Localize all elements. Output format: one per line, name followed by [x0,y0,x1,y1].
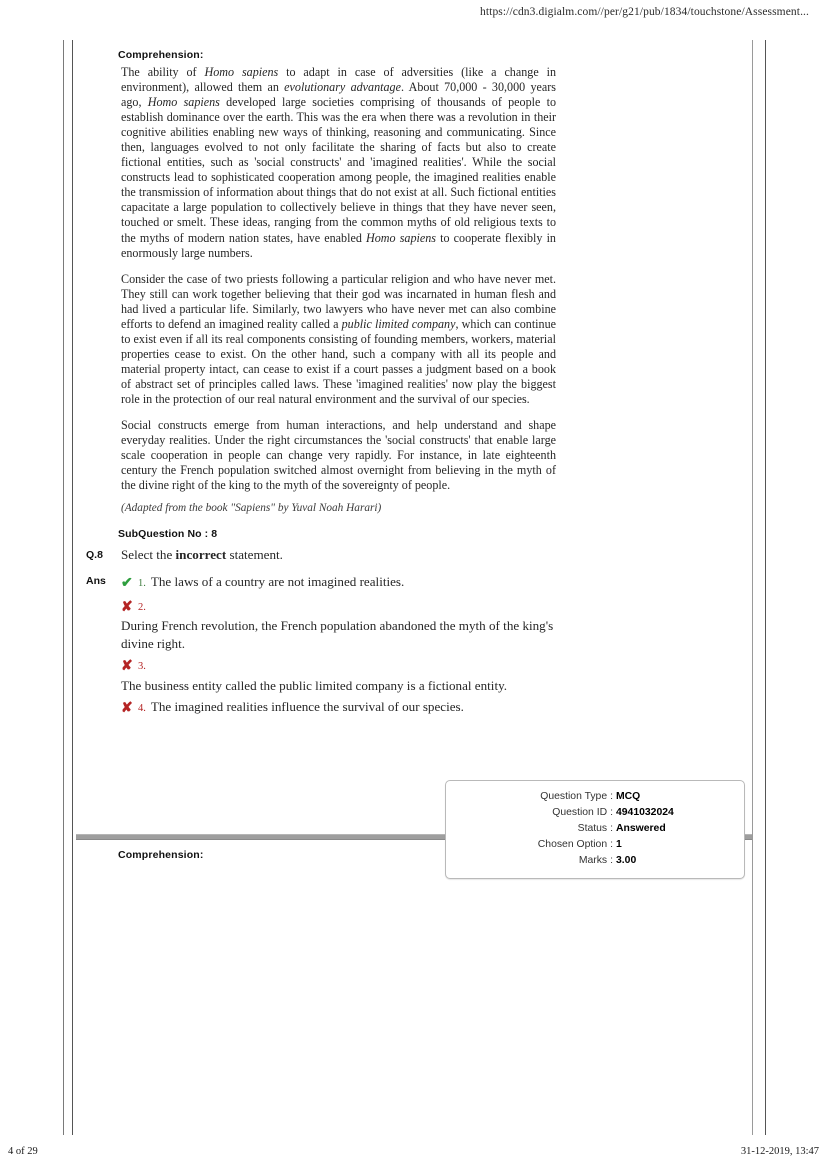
question-label: Q.8 [86,549,103,562]
print-timestamp: 31-12-2019, 13:47 [740,1145,819,1157]
option-2-text: During French revolution, the French population abandoned the myth of the king's divine right. [121,618,554,651]
source-url: https://cdn3.digialm.com//per/g21/pub/1834/touchstone/Assessment... [480,6,809,18]
question-row [76,547,752,567]
question-text [121,547,561,563]
meta-row-question-type [456,789,734,805]
option-4-number: 4. [138,703,146,715]
option-1-text: The laws of a country are not imagined realities. [150,574,405,590]
question-section-8 [76,40,752,866]
option-3-text: The business entity called the public limited company is a fictional entity. [121,677,508,693]
page-frame [63,40,767,1135]
empty-comprehension-area [76,865,752,1115]
option-2-number: 2. [138,601,146,613]
option-4[interactable] [76,698,752,718]
comprehension-label-2: Comprehension: [118,848,204,861]
option-3-number: 3. [138,661,146,673]
meta-key-marks: Marks [578,855,608,866]
option-4-text: The imagined realities influence the survival of our species. [150,699,464,715]
passage-paragraph-2: Consider the case of two priests following a particular religion and who have never met. They still can work together believing that their god was incarnated in human flesh and had lived a particular life. Similarly, two lawyers who have never met can also combine efforts to defend an imagined reality called a public limited company, which can continue to exist even if all its real components consisting of founding members, workers, material properties cease to exist. On the other hand, such a company with all its people and material property intact, can cease to exist if a court passes a judgment based on a book of abstract set of principles called laws. These 'imagined realities' now play the biggest role in the protection of our real natural environment and the survival of our species. [121,271,557,406]
meta-separator: : [610,791,613,802]
option-3-body [121,656,561,694]
meta-separator: : [610,807,613,818]
meta-separator: : [610,855,613,866]
option-1-number: 1. [138,578,146,590]
question-text-before: Select the [121,547,176,563]
option-4-body [121,698,561,718]
comprehension-label: Comprehension: [118,49,204,61]
frame-rule-outer-right [765,40,766,1135]
frame-rule-inner-right [752,40,753,1135]
meta-separator: : [610,823,613,834]
comprehension-passage [121,65,556,493]
passage-paragraph-1: The ability of Homo sapiens to adapt in case of adversities (like a change in environment), allowed them an evolutionary advantage. About 70,000 - 30,000 years ago, Homo sapiens developed large societies comprising of thousands of people to establish dominance over the earth. This was the era when there was a revolution in their cognitive abilities enabling new ways of thinking, reasoning and communicating. Since then, languages evolved to not only facilitate the sharing of facts but also to create fictional entities, such as 'social constructs' and 'imagined realities'. While the social constructs lead to sophisticated cooperation among people, the imagined realities enable the transmission of information about things that do not exist at all. Such fictional entities capacitate a large population to collectively believe in things that they have never seen, touched or smelt. These ideas, ranging from the common myths of old religious texts to the myths of modern nation states, have enabled Homo sapiens to cooperate flexibly in enormously large numbers. [121,65,557,260]
question-section-next [76,840,752,1115]
print-header [0,0,827,24]
passage-paragraph-3: Social constructs emerge from human interactions, and help understand and shape everyday realities. Under the right circumstances the 'social constructs' that enable large scale cooperation in people can change very rapidly. For instance, in late eighteenth century the French population switched almost overnight from believing in the myth of the divine right of the king to the myth of the sovereignty of people. [121,418,556,493]
option-3[interactable] [76,656,752,694]
cross-icon: ✘ [121,599,133,615]
meta-key-chosen-option: Chosen Option [537,839,608,850]
meta-key-question-id: Question ID [552,807,608,818]
passage-attribution: (Adapted from the book "Sapiens" by Yuval Noah Harari) [121,502,382,515]
frame-rule-inner-left [72,40,73,1135]
meta-value-chosen-option: 1 [616,839,622,850]
option-2-body [121,597,561,653]
content-column [76,40,752,1135]
meta-value-question-type: MCQ [616,791,641,802]
option-1-body [121,573,561,593]
meta-row-status [456,821,734,837]
check-icon: ✔ [121,576,133,592]
meta-key-question-type: Question Type [540,791,608,802]
meta-value-question-id: 4941032024 [616,807,674,818]
question-text-after: statement. [226,547,283,563]
meta-separator: : [610,839,613,850]
cross-icon: ✘ [121,701,133,717]
meta-key-status: Status [577,823,608,834]
status-badge: Answered [616,823,666,834]
answer-label: Ans [86,575,106,588]
cross-icon: ✘ [121,659,133,675]
question-text-emphasis: incorrect [175,547,227,563]
answer-options-row [76,573,752,718]
print-footer [0,1143,827,1159]
meta-value-marks: 3.00 [616,855,637,866]
subquestion-number: SubQuestion No : 8 [118,528,218,541]
frame-rule-outer-left [63,40,64,1135]
meta-row-question-id [456,805,734,821]
option-2[interactable] [76,597,752,653]
page-number: 4 of 29 [8,1145,38,1157]
option-1[interactable] [76,573,752,593]
